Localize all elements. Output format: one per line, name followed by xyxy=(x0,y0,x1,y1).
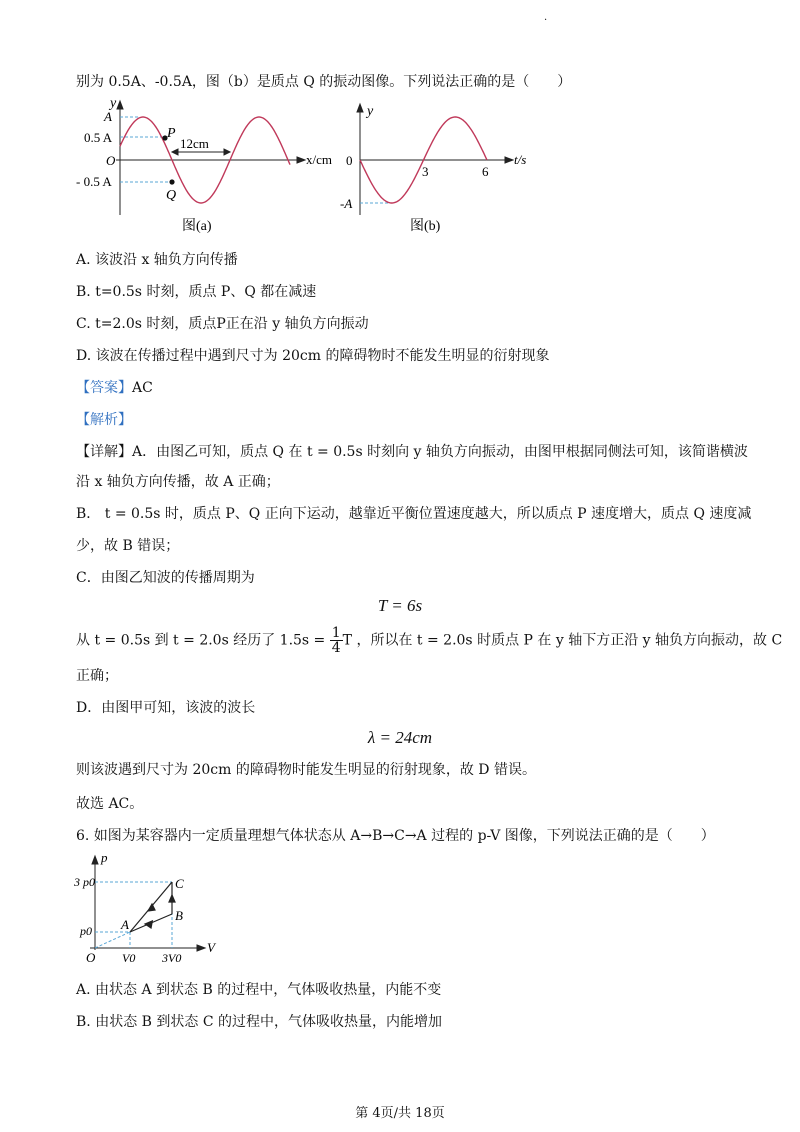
q5-option-b: B. t=0.5s 时刻，质点 P、Q 都在减速 xyxy=(76,284,317,300)
detail-line-4: 少，故 B 错误； xyxy=(76,538,180,554)
q6-option-b: B. 由状态 B 到状态 C 的过程中，气体吸收热量，内能增加 xyxy=(76,1014,442,1030)
detail-line-5: C．由图乙知波的传播周期为 xyxy=(76,570,255,586)
answer-tag: 【答案】 xyxy=(76,380,132,396)
answer-line xyxy=(76,378,153,398)
fig-b-caption: 图(b) xyxy=(410,219,441,234)
from-line xyxy=(76,626,782,655)
vibration-figure-b xyxy=(330,98,550,238)
pv-tick-3V0: 3V0 xyxy=(162,951,182,965)
formula-period: T = 6s xyxy=(377,596,423,615)
pv-figure xyxy=(74,850,234,970)
fig-a-tick-A: A xyxy=(104,109,112,124)
page-footer: 第 4页/共 18页 xyxy=(355,1106,445,1121)
d-conclusion: 则该波遇到尺寸为 20cm 的障碍物时能发生明显的衍射现象，故 D 错误。 xyxy=(76,762,536,778)
fraction-denominator: 4 xyxy=(331,640,341,656)
pv-label-A: A xyxy=(121,917,129,932)
fraction-numerator: 1 xyxy=(331,625,341,641)
fig-b-tick-0: 0 xyxy=(346,153,353,168)
pv-label-C: C xyxy=(175,876,184,891)
detail-line-2: 沿 x 轴负方向传播，故 A 正确； xyxy=(76,474,280,490)
question-5-stem: 别为 0.5A、-0.5A，图（b）是质点 Q 的振动图像。下列说法正确的是（ ） xyxy=(76,74,572,90)
q5-option-a: A. 该波沿 x 轴负方向传播 xyxy=(76,252,238,268)
point-Q-marker xyxy=(169,179,174,184)
fig-b-y-label: y xyxy=(367,104,374,119)
fig-a-caption: 图(a) xyxy=(182,219,212,234)
fig-b-tick-mA: -A xyxy=(340,196,353,211)
fig-a-y-label: y xyxy=(110,98,117,111)
d-line: D．由图甲可知，该波的波长 xyxy=(76,700,256,716)
answer-value: AC xyxy=(132,380,153,396)
detail-line-1: 【详解】A．由图乙可知，质点 Q 在 t = 0.5s 时刻向 y 轴负方向振动，由图甲根据同侧法可知，该简谐横波 xyxy=(76,444,748,460)
fig-a-tick-O: O xyxy=(106,153,116,168)
from-line-post: T ，所以在 t = 2.0s 时质点 P 在 y 轴下方正沿 y 轴负方向振动，故 C xyxy=(342,632,783,649)
pv-tick-3p0: 3 p0 xyxy=(74,875,95,889)
analysis-tag: 【解析】 xyxy=(76,412,132,428)
pv-tick-V0: V0 xyxy=(122,951,136,965)
pv-p-label: p xyxy=(101,850,108,865)
fig-a-label-Q: Q xyxy=(166,188,177,203)
pv-label-B: B xyxy=(175,908,183,923)
question-6-stem: 6. 如图为某容器内一定质量理想气体状态从 A→B→C→A 过程的 p-V 图像，下列说法正确的是（ ） xyxy=(76,828,715,844)
q5-option-d: D. 该波在传播过程中遇到尺寸为 20cm 的障碍物时不能发生明显的衍射现象 xyxy=(76,348,550,364)
fig-b-tick-3: 3 xyxy=(422,164,429,179)
fig-a-x-label: x/cm xyxy=(306,152,332,167)
detail-line-3: B． t = 0.5s 时，质点 P、Q 正向下运动，越靠近平衡位置速度越大，所以质点 P 速度增大，质点 Q 速度减 xyxy=(76,506,752,522)
fig-a-label-P: P xyxy=(167,126,176,141)
q6-option-a: A. 由状态 A 到状态 B 的过程中，气体吸收热量，内能不变 xyxy=(76,982,442,998)
corner-mark: . xyxy=(544,12,548,23)
formula-wavelength: λ = 24cm xyxy=(367,728,433,747)
wave-figure-a xyxy=(70,98,353,238)
q5-option-c: C. t=2.0s 时刻，质点P正在沿 y 轴负方向振动 xyxy=(76,316,369,332)
fig-a-tick-05A: 0.5 A xyxy=(84,130,113,145)
pv-tick-p0: p0 xyxy=(80,924,92,938)
pv-tick-O: O xyxy=(86,950,96,965)
pv-v-label: V xyxy=(207,940,215,955)
choose-line: 故选 AC。 xyxy=(76,796,144,812)
fraction-quarter xyxy=(330,626,343,655)
fig-b-tick-6: 6 xyxy=(482,164,489,179)
fig-a-tick-m05A: - 0.5 A xyxy=(76,174,112,189)
fig-a-distance-label: 12cm xyxy=(180,136,209,151)
from-line-pre: 从 t = 0.5s 到 t = 2.0s 经历了 1.5s = xyxy=(76,632,330,649)
fig-b-x-label: t/s xyxy=(514,152,527,167)
correct-line: 正确； xyxy=(76,668,118,684)
